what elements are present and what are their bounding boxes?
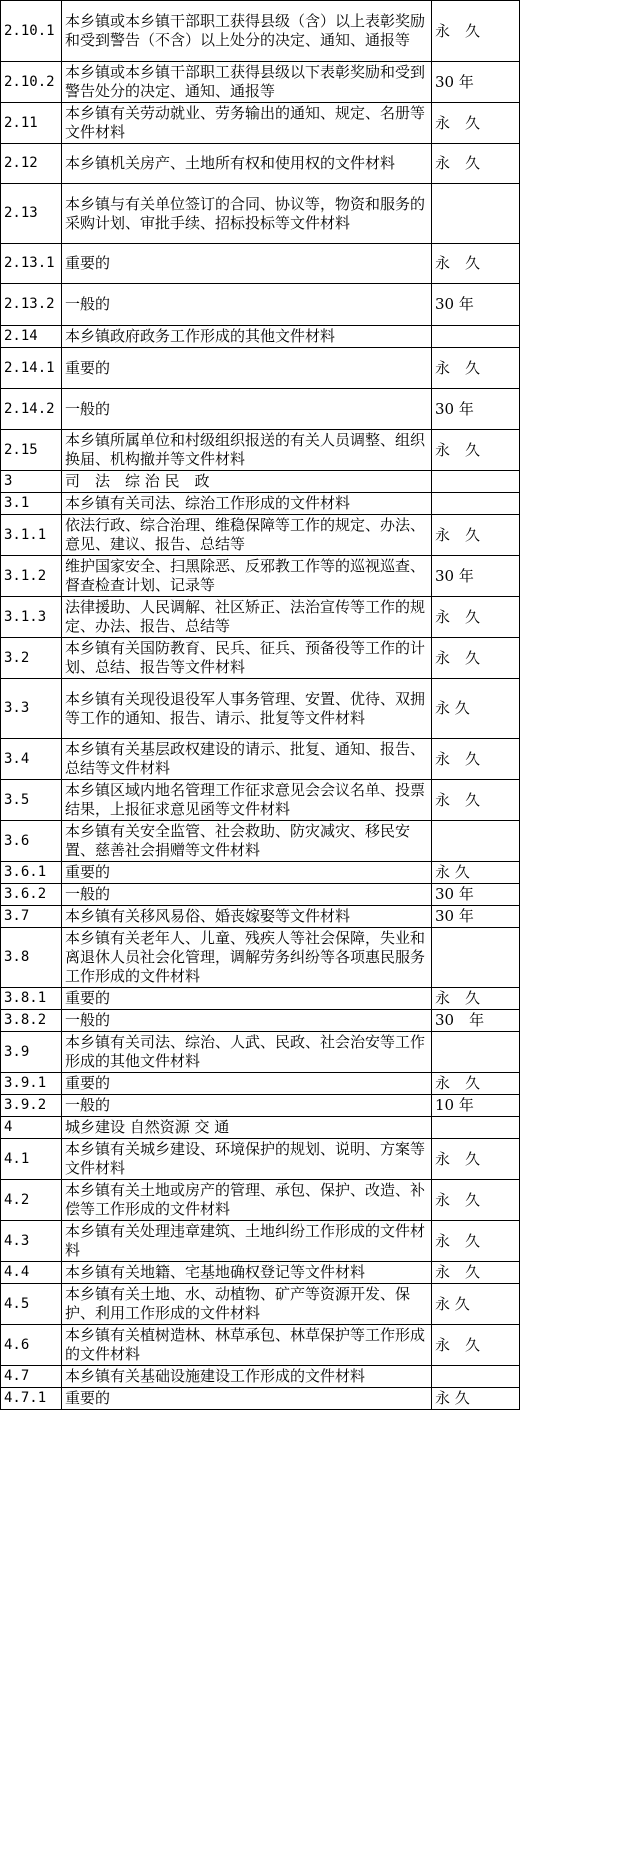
- table-row: [1, 284, 520, 326]
- item-description-cell: 本乡镇机关房产、土地所有权和使用权的文件材料: [62, 144, 432, 184]
- item-number-cell: 3.1.3: [1, 597, 62, 638]
- retention-period-cell: [432, 1366, 520, 1388]
- table-row: [1, 884, 520, 906]
- retention-period-cell: 10 年: [432, 1095, 520, 1117]
- item-number-cell: 3.9.1: [1, 1073, 62, 1095]
- item-number-cell: 3.8.2: [1, 1010, 62, 1032]
- retention-period-cell: 永 久: [432, 780, 520, 821]
- retention-period-cell: 永 久: [432, 739, 520, 780]
- table-row: [1, 1095, 520, 1117]
- item-description-cell: 本乡镇有关安全监管、社会救助、防灾减灾、移民安置、慈善社会捐赠等文件材料: [62, 821, 432, 862]
- table-row: [1, 1, 520, 62]
- table-row: [1, 1073, 520, 1095]
- retention-period-cell: 永 久: [432, 1325, 520, 1366]
- table-row: [1, 471, 520, 493]
- item-description-cell: 法律援助、人民调解、社区矫正、法治宣传等工作的规定、办法、报告、总结等: [62, 597, 432, 638]
- item-description-cell: 司 法 综 治 民 政: [62, 471, 432, 493]
- item-description-cell: 本乡镇或本乡镇干部职工获得县级（含）以上表彰奖励和受到警告（不含）以上处分的决定、通知、通报等: [62, 1, 432, 62]
- item-number-cell: 4.2: [1, 1180, 62, 1221]
- table-row: [1, 928, 520, 988]
- table-row: [1, 326, 520, 348]
- item-number-cell: 3.9: [1, 1032, 62, 1073]
- item-description-cell: 一般的: [62, 884, 432, 906]
- table-row: [1, 1284, 520, 1325]
- item-description-cell: 本乡镇有关地籍、宅基地确权登记等文件材料: [62, 1262, 432, 1284]
- item-description-cell: 本乡镇或本乡镇干部职工获得县级以下表彰奖励和受到警告处分的决定、通知、通报等: [62, 62, 432, 103]
- item-number-cell: 2.10.1: [1, 1, 62, 62]
- retention-period-cell: 永 久: [432, 144, 520, 184]
- table-row: [1, 389, 520, 430]
- retention-period-cell: 永 久: [432, 348, 520, 389]
- item-description-cell: 本乡镇有关劳动就业、劳务输出的通知、规定、名册等文件材料: [62, 103, 432, 144]
- item-description-cell: 一般的: [62, 1010, 432, 1032]
- item-description-cell: 本乡镇与有关单位签订的合同、协议等，物资和服务的采购计划、审批手续、招标投标等文件材料: [62, 184, 432, 244]
- retention-period-cell: 永 久: [432, 430, 520, 471]
- retention-period-cell: 永 久: [432, 1139, 520, 1180]
- item-description-cell: 重要的: [62, 1073, 432, 1095]
- retention-period-cell: [432, 1117, 520, 1139]
- table-row: [1, 244, 520, 284]
- item-number-cell: 3.1.1: [1, 515, 62, 556]
- item-description-cell: 重要的: [62, 244, 432, 284]
- table-row: [1, 184, 520, 244]
- retention-period-cell: 30 年: [432, 284, 520, 326]
- item-description-cell: 本乡镇有关老年人、儿童、残疾人等社会保障，失业和离退休人员社会化管理，调解劳务纠纷等各项惠民服务工作形成的文件材料: [62, 928, 432, 988]
- retention-period-cell: 永 久: [432, 638, 520, 679]
- table-row: [1, 348, 520, 389]
- retention-period-cell: 永 久: [432, 679, 520, 739]
- item-number-cell: 2.11: [1, 103, 62, 144]
- table-row: [1, 144, 520, 184]
- item-number-cell: 3.1: [1, 493, 62, 515]
- item-description-cell: 一般的: [62, 389, 432, 430]
- retention-period-cell: 永 久: [432, 103, 520, 144]
- table-row: [1, 1117, 520, 1139]
- table-row: [1, 988, 520, 1010]
- item-number-cell: 4.1: [1, 1139, 62, 1180]
- item-description-cell: 本乡镇有关现役退役军人事务管理、安置、优待、双拥等工作的通知、报告、请示、批复等文件材料: [62, 679, 432, 739]
- item-description-cell: 本乡镇政府政务工作形成的其他文件材料: [62, 326, 432, 348]
- item-number-cell: 3.4: [1, 739, 62, 780]
- item-number-cell: 4.5: [1, 1284, 62, 1325]
- item-number-cell: 3.6: [1, 821, 62, 862]
- retention-period-cell: 30 年: [432, 884, 520, 906]
- item-number-cell: 3.2: [1, 638, 62, 679]
- item-number-cell: 4.6: [1, 1325, 62, 1366]
- retention-period-cell: [432, 821, 520, 862]
- item-description-cell: 重要的: [62, 862, 432, 884]
- table-row: [1, 1366, 520, 1388]
- item-number-cell: 3.8: [1, 928, 62, 988]
- item-description-cell: 重要的: [62, 988, 432, 1010]
- table-row: [1, 1180, 520, 1221]
- retention-period-cell: 30 年: [432, 906, 520, 928]
- item-description-cell: 维护国家安全、扫黑除恶、反邪教工作等的巡视巡查、督查检查计划、记录等: [62, 556, 432, 597]
- retention-period-cell: [432, 326, 520, 348]
- item-number-cell: 3.3: [1, 679, 62, 739]
- item-description-cell: 本乡镇有关土地、水、动植物、矿产等资源开发、保护、利用工作形成的文件材料: [62, 1284, 432, 1325]
- table-row: [1, 493, 520, 515]
- item-number-cell: 2.14: [1, 326, 62, 348]
- item-number-cell: 3: [1, 471, 62, 493]
- item-number-cell: 4: [1, 1117, 62, 1139]
- table-row: [1, 638, 520, 679]
- item-number-cell: 2.13.2: [1, 284, 62, 326]
- item-description-cell: 本乡镇有关国防教育、民兵、征兵、预备役等工作的计划、总结、报告等文件材料: [62, 638, 432, 679]
- item-number-cell: 4.7.1: [1, 1388, 62, 1410]
- retention-period-cell: [432, 184, 520, 244]
- item-number-cell: 3.5: [1, 780, 62, 821]
- table-row: [1, 739, 520, 780]
- table-row: [1, 1221, 520, 1262]
- item-description-cell: 本乡镇区域内地名管理工作征求意见会会议名单、投票结果，上报征求意见函等文件材料: [62, 780, 432, 821]
- retention-period-cell: 永 久: [432, 244, 520, 284]
- item-description-cell: 本乡镇有关基层政权建设的请示、批复、通知、报告、总结等文件材料: [62, 739, 432, 780]
- retention-period-cell: 永 久: [432, 1, 520, 62]
- item-number-cell: 2.10.2: [1, 62, 62, 103]
- retention-period-cell: 30 年: [432, 1010, 520, 1032]
- table-row: [1, 430, 520, 471]
- table-row: [1, 515, 520, 556]
- item-description-cell: 本乡镇有关司法、综治、人武、民政、社会治安等工作形成的其他文件材料: [62, 1032, 432, 1073]
- table-row: [1, 103, 520, 144]
- item-number-cell: 2.12: [1, 144, 62, 184]
- item-description-cell: 本乡镇有关基础设施建设工作形成的文件材料: [62, 1366, 432, 1388]
- table-row: [1, 1010, 520, 1032]
- item-number-cell: 3.8.1: [1, 988, 62, 1010]
- retention-period-cell: 永 久: [432, 1180, 520, 1221]
- table-body: [1, 1, 520, 1410]
- retention-period-cell: 永 久: [432, 1221, 520, 1262]
- item-description-cell: 本乡镇有关移风易俗、婚丧嫁娶等文件材料: [62, 906, 432, 928]
- item-number-cell: 3.6.1: [1, 862, 62, 884]
- item-number-cell: 4.3: [1, 1221, 62, 1262]
- retention-period-cell: 永 久: [432, 515, 520, 556]
- table-row: [1, 906, 520, 928]
- item-number-cell: 2.14.2: [1, 389, 62, 430]
- item-number-cell: 3.1.2: [1, 556, 62, 597]
- item-number-cell: 4.4: [1, 1262, 62, 1284]
- table-row: [1, 780, 520, 821]
- item-description-cell: 本乡镇有关植树造林、林草承包、林草保护等工作形成的文件材料: [62, 1325, 432, 1366]
- item-description-cell: 重要的: [62, 348, 432, 389]
- table-row: [1, 597, 520, 638]
- retention-period-cell: [432, 471, 520, 493]
- item-number-cell: 2.15: [1, 430, 62, 471]
- item-description-cell: 依法行政、综合治理、维稳保障等工作的规定、办法、意见、建议、报告、总结等: [62, 515, 432, 556]
- table-row: [1, 556, 520, 597]
- item-number-cell: 3.9.2: [1, 1095, 62, 1117]
- item-description-cell: 本乡镇有关司法、综治工作形成的文件材料: [62, 493, 432, 515]
- retention-period-cell: 永 久: [432, 988, 520, 1010]
- table-row: [1, 862, 520, 884]
- table-row: [1, 62, 520, 103]
- item-number-cell: 2.14.1: [1, 348, 62, 389]
- item-description-cell: 本乡镇有关处理违章建筑、土地纠纷工作形成的文件材料: [62, 1221, 432, 1262]
- item-description-cell: 本乡镇有关土地或房产的管理、承包、保护、改造、补偿等工作形成的文件材料: [62, 1180, 432, 1221]
- retention-period-cell: 30 年: [432, 389, 520, 430]
- retention-period-cell: 永 久: [432, 1284, 520, 1325]
- retention-period-cell: 30 年: [432, 556, 520, 597]
- item-number-cell: 2.13: [1, 184, 62, 244]
- retention-period-cell: 永 久: [432, 1073, 520, 1095]
- retention-period-cell: 永 久: [432, 597, 520, 638]
- item-number-cell: 2.13.1: [1, 244, 62, 284]
- item-number-cell: 3.7: [1, 906, 62, 928]
- table-row: [1, 821, 520, 862]
- retention-period-cell: [432, 928, 520, 988]
- item-description-cell: 重要的: [62, 1388, 432, 1410]
- retention-period-cell: 永 久: [432, 1388, 520, 1410]
- table-row: [1, 1262, 520, 1284]
- retention-period-cell: [432, 493, 520, 515]
- table-row: [1, 1388, 520, 1410]
- table-row: [1, 1032, 520, 1073]
- retention-period-cell: 永 久: [432, 1262, 520, 1284]
- retention-period-cell: 永 久: [432, 862, 520, 884]
- item-description-cell: 本乡镇所属单位和村级组织报送的有关人员调整、组织换届、机构撤并等文件材料: [62, 430, 432, 471]
- item-description-cell: 本乡镇有关城乡建设、环境保护的规划、说明、方案等文件材料: [62, 1139, 432, 1180]
- retention-period-cell: [432, 1032, 520, 1073]
- retention-period-cell: 30 年: [432, 62, 520, 103]
- item-description-cell: 一般的: [62, 284, 432, 326]
- item-number-cell: 3.6.2: [1, 884, 62, 906]
- table-row: [1, 679, 520, 739]
- item-description-cell: 一般的: [62, 1095, 432, 1117]
- item-description-cell: 城乡建设 自然资源 交 通: [62, 1117, 432, 1139]
- table-row: [1, 1139, 520, 1180]
- item-number-cell: 4.7: [1, 1366, 62, 1388]
- table-row: [1, 1325, 520, 1366]
